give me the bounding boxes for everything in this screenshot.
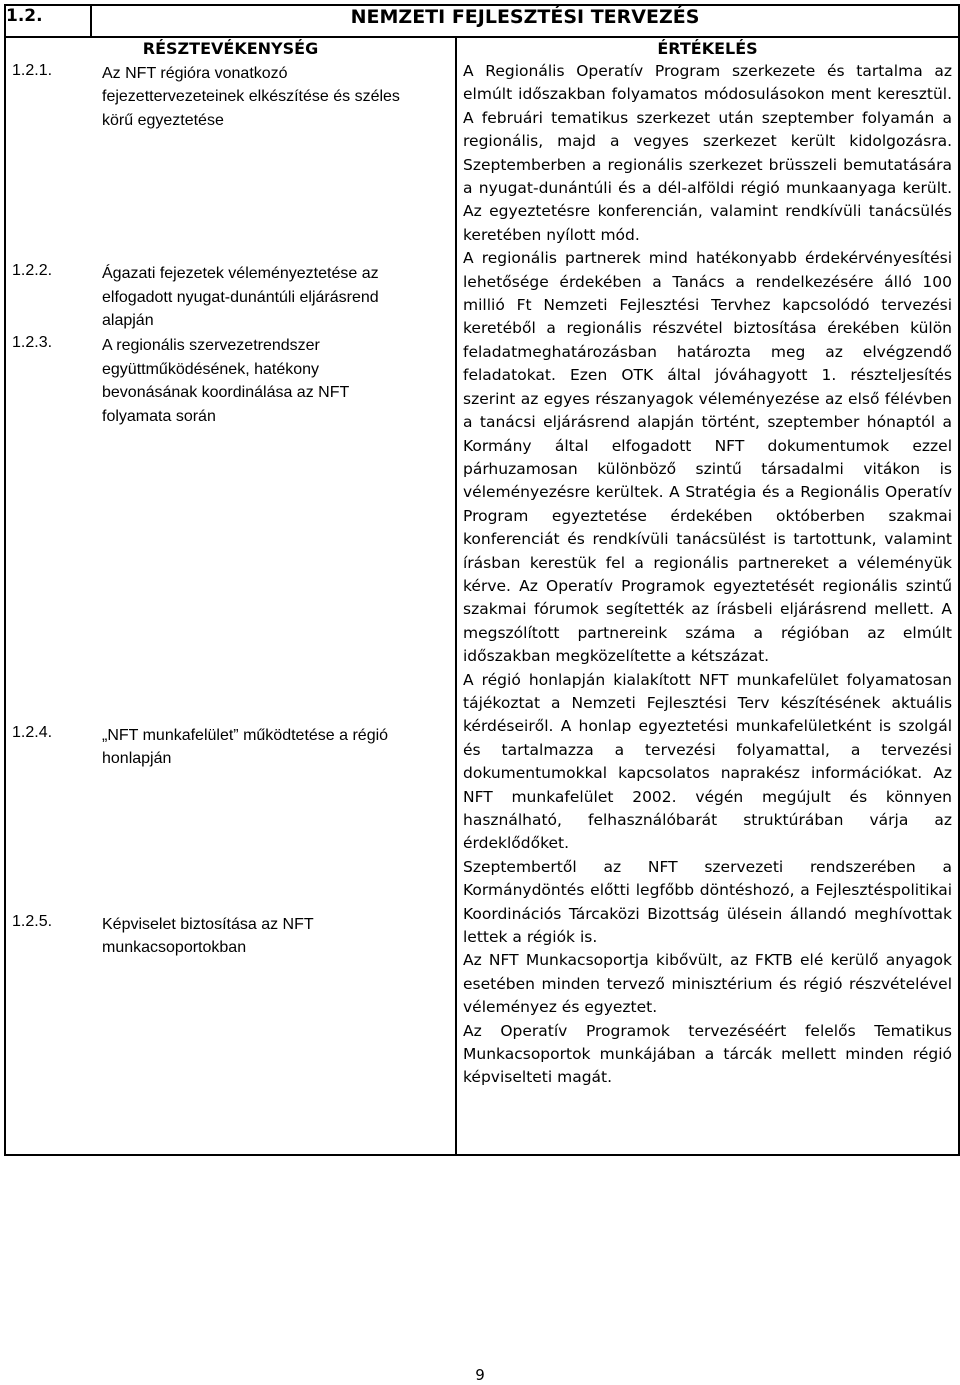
evaluation-paragraph: A Regionális Operatív Program szerkezete és tartalma az elmúlt időszakban folyamatos módosulásokon ment keresztül. A februári tematikus szerkezet után szeptember folyamán a regionális, majd a vegyes szerkezet került kidolgozásra. Szeptemberben a regionális szerkezet brüsszeli bemutatására a nyugat-dunántúli és a dél-alföldi régió munkaanyaga került. Az egyeztetésre konferencián, valamint rendkívüli tanácsülés keretében nyílott mód. bbox=[463, 62, 953, 244]
document-table bbox=[4, 4, 960, 1156]
activity-line: „NFT munkafelület” működtetése a régió bbox=[102, 727, 389, 745]
evaluation-paragraph: A régió honlapján kialakított NFT munkafelület folyamatosan tájékoztat a Nemzeti Fejlesztési Terv készítésének aktuális kérdéseiről. A honlap egyeztetési munkafelületként is szolgál és tartalmazza a tervezési folyamattal, a tervezési dokumentumokkal kapcsolatos naprakész információkat. Az NFT munkafelület 2002. végén megújult és könnyen használható, felhasználóbarát struktúrában várja az érdeklődőket. bbox=[463, 670, 953, 853]
evaluation-paragraph: A regionális partnerek mind hatékonyabb érdekérvényesítési lehetősége érdekében a Tanács a rendelkezésére álló 100 millió Ft Nemzeti Fejlesztési Tervhez kapcsolódó tervezési keretéből a regionális részvétel biztosítása érekében külön feladatmeghatározásban határozta meg az elvégzendő feladatokat. Ezen OTK által jóváhagyott 1. részteljesítés szerint az egyes részanyagok véleményezése az első félévben a tanácsi eljárásrend alapján történt, szeptember hónaptól a Kormány által elfogadott NFT dokumentumok ezzel párhuzamosan különböző szintű társadalmi vitákon is véleményezésre kerültek. A Stratégia és a Regionális Operatív Program egyeztetése érdekében októberben szakmai konferenciát és rendkívüli tanácsülést is tartottunk, valamint írásban kerestük fel a regionális partnereket a véleményük kérve. Az Operatív Programok egyeztetését regionális szintű szakmai fórumok segítették az írásbeli eljárásrend mellett. A megszólított partnereink száma a régióban az elmúlt időszakban megközelítette a kétszázat. bbox=[463, 249, 953, 666]
activity-column bbox=[5, 37, 456, 1155]
section-number: 1.2. bbox=[5, 5, 91, 37]
activity-line: folyamata során bbox=[102, 407, 216, 425]
activity-header: RÉSZTEVÉKENYSÉG bbox=[142, 39, 319, 58]
activity-item bbox=[6, 722, 455, 771]
activity-line: Az NFT régióra vonatkozó bbox=[102, 65, 288, 82]
activity-line: elfogadott nyugat-dunántúli eljárásrend bbox=[102, 288, 379, 306]
activity-number: 1.2.5. bbox=[12, 912, 53, 930]
activity-item bbox=[6, 332, 455, 428]
activity-line: Ágazati fejezetek véleményeztetése az bbox=[102, 265, 379, 283]
evaluation-header: ÉRTÉKELÉS bbox=[657, 39, 758, 58]
activity-line: fejezettervezeteinek elkészítése és széles bbox=[102, 88, 400, 106]
activity-line: együttműködésének, hatékony bbox=[102, 360, 320, 378]
content-row bbox=[5, 37, 959, 1155]
activity-line: bevonásának koordinálása az NFT bbox=[102, 384, 350, 402]
activity-line: Képviselet biztosítása az NFT bbox=[102, 915, 314, 933]
title-row bbox=[5, 5, 959, 37]
activity-line: munkacsoportokban bbox=[102, 939, 247, 957]
activity-number: 1.2.1. bbox=[12, 62, 53, 79]
activity-item bbox=[6, 260, 455, 332]
evaluation-paragraph: Az NFT Munkacsoportja kibővült, az FKTB elé kerülő anyagok esetében minden tervező minisztérium és régió részvételével véleményez és egyeztet. bbox=[463, 951, 953, 1017]
activity-line: körű egyeztetése bbox=[102, 111, 224, 129]
activity-number: 1.2.2. bbox=[12, 262, 53, 280]
activity-item bbox=[6, 911, 455, 960]
activity-line: alapján bbox=[102, 312, 154, 330]
evaluation-paragraph: Szeptembertől az NFT szervezeti rendszerében a Kormánydöntés előtti legfőbb döntéshozó, a Fejlesztéspolitikai Koordinációs Tárcaközi Bizottság ülésein állandó meghívottak lettek a régiók is. bbox=[463, 857, 953, 947]
page-number: 9 bbox=[475, 1366, 485, 1384]
evaluation-column bbox=[456, 37, 959, 1155]
section-title: NEMZETI FEJLESZTÉSI TERVEZÉS bbox=[91, 5, 959, 37]
activity-number: 1.2.4. bbox=[12, 724, 53, 742]
activity-line: A regionális szervezetrendszer bbox=[102, 337, 320, 355]
activity-item bbox=[6, 60, 455, 132]
activity-number: 1.2.3. bbox=[12, 334, 53, 352]
evaluation-paragraph: Az Operatív Programok tervezéséért felelős Tematikus Munkacsoportok munkájában a tárcák mellett minden régió képviselteti magát. bbox=[463, 1021, 953, 1087]
activity-line: honlapján bbox=[102, 750, 172, 768]
